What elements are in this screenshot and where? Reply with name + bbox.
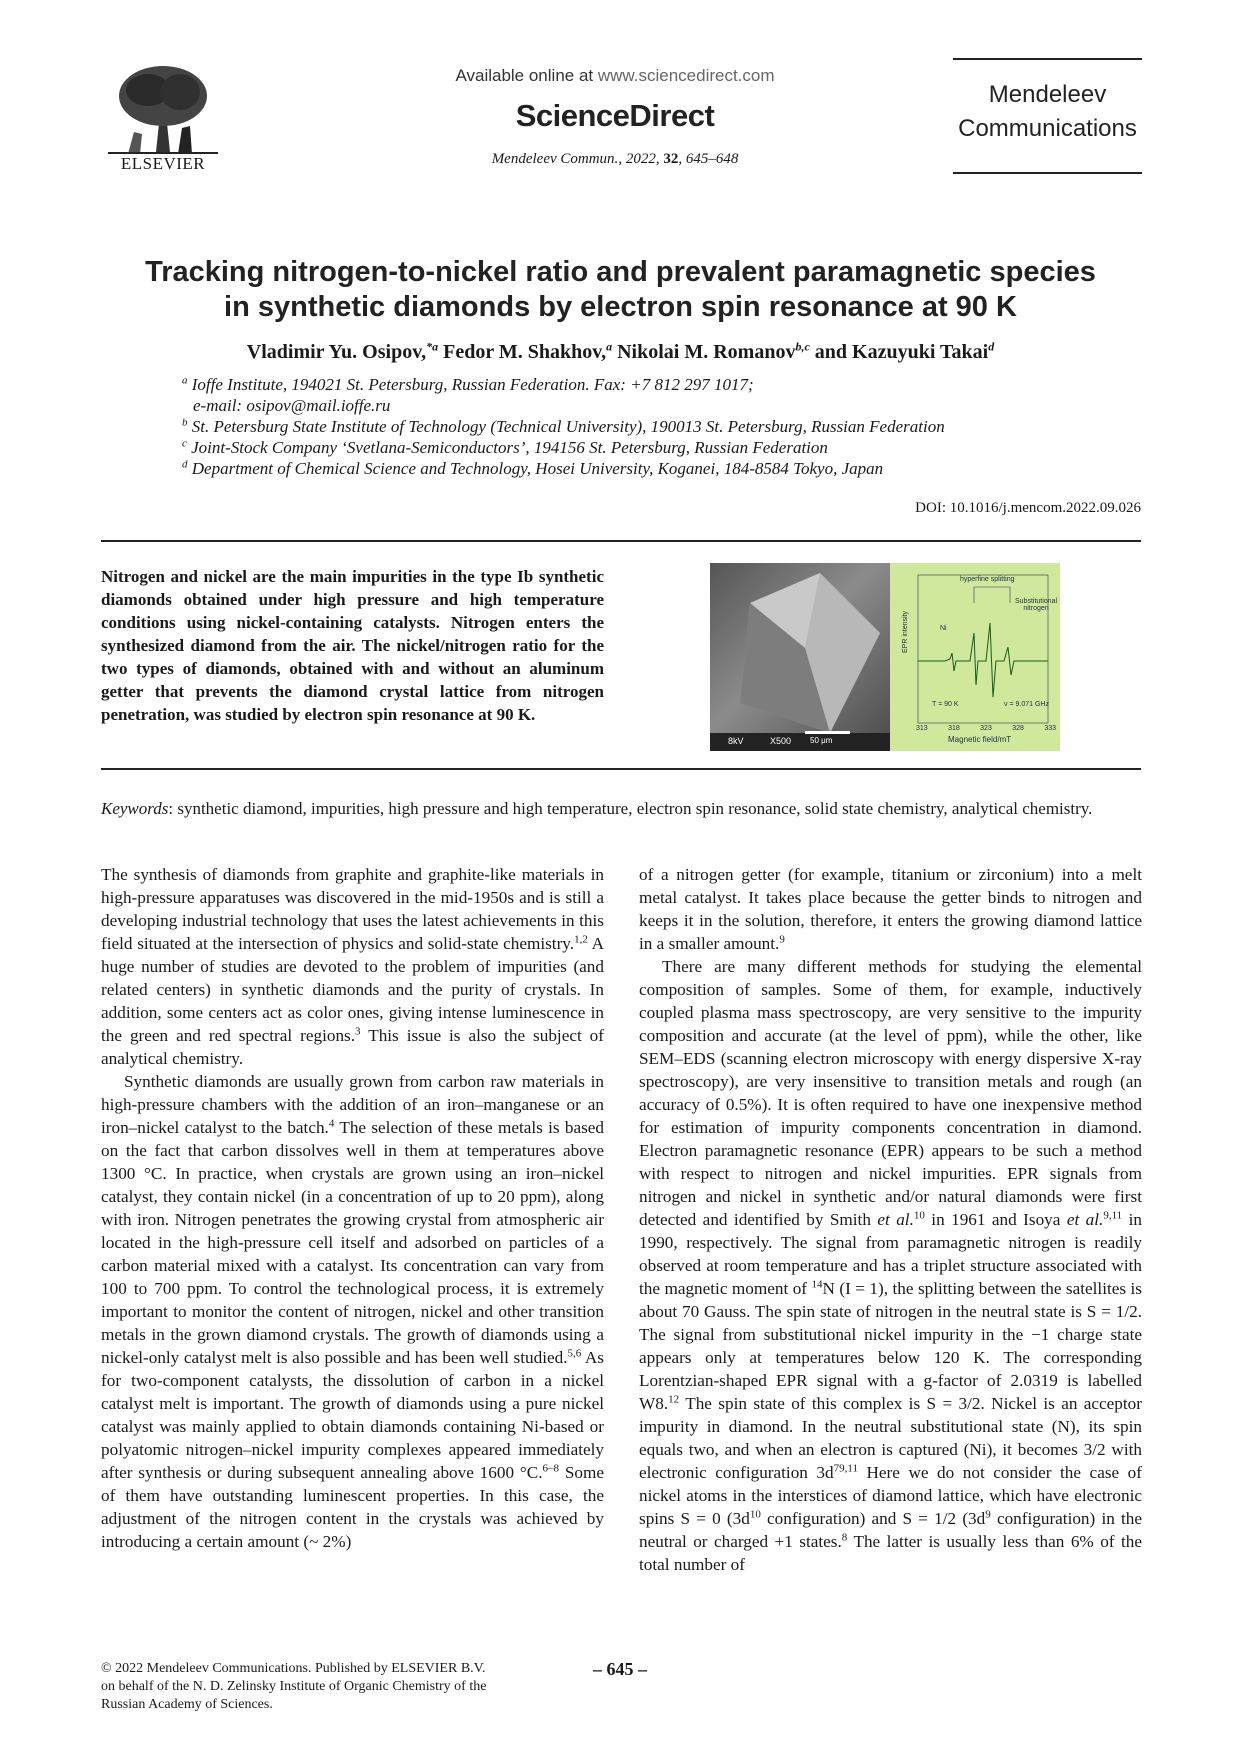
- reference-link[interactable]: 8: [841, 1531, 848, 1544]
- affiliation-mark: a: [182, 374, 188, 387]
- text: The selection of these metals is based on the fact that carbon dissolves well in them at temperatures above 1300 °C. In practice, when crystals are grown using an iron–nickel catalyst, they contain nickel (in a concentration of up to 20 ppm), along with iron. Nitrogen penetrates the growing crystal from atmospheric air located in the high-pressure cell itself and adsorbed on particles of a carbon material mixed with a catalyst. Its concentration can vary from 100 to 700 ppm. To control the technological process, it is extremely important to monitor the content of nitrogen, nickel and other transition metals in the grown diamond crystals. The growth of diamonds using a nickel-only catalyst melt is also possible and has been well studied.: [101, 1118, 605, 1367]
- author-list: [110, 341, 1131, 364]
- epr-spectrum: [890, 563, 1060, 751]
- keywords-list: : synthetic diamond, impurities, high pressure and high temperature, electron spin resonance, solid state chemistry, analytical chemistry.: [168, 799, 1093, 818]
- epr-x-label: Magnetic field/mT: [948, 735, 1012, 744]
- title-line2: in synthetic diamonds by electron spin resonance at 90 K: [224, 291, 1017, 323]
- epr-tick: 333: [1044, 725, 1056, 732]
- author-mark: a: [606, 339, 613, 354]
- text: This issue is also the subject of analytical chemistry.: [101, 1026, 604, 1068]
- superscript: 10: [749, 1508, 761, 1521]
- epr-tick: 313: [916, 725, 928, 732]
- title-line1: Tracking nitrogen-to-nickel ratio and prevalent paramagnetic species: [145, 256, 1096, 288]
- affiliation-text: Department of Chemical Science and Technology, Hosei University, Koganei, 184-8584 Tokyo, Japan: [191, 459, 884, 478]
- keywords-label: Keywords: [101, 799, 169, 818]
- reference-link[interactable]: 9,11: [839, 1462, 858, 1475]
- text: The spin state of this complex is S = 3/2. Nickel is an acceptor impurity in diamond. In the neutral substitutional state (N: [639, 1394, 1142, 1436]
- affiliation-c: [182, 437, 828, 458]
- journal-name-line2: Communications: [958, 115, 1137, 142]
- reference-link[interactable]: 1,2: [574, 933, 588, 946]
- author-name: Fedor M. Shakhov,: [443, 341, 607, 363]
- paragraph: [101, 1070, 604, 1553]
- reference-link[interactable]: 4: [328, 1117, 335, 1130]
- epr-x-ticks: [916, 725, 1056, 732]
- epr-subst-line1: Substitutional: [1015, 598, 1058, 605]
- epr-hyperfine-label: hyperfine splitting: [960, 576, 1015, 583]
- text: There are many different methods for studying the elemental composition of samples. Some of them, for example, inductively coupled plasma mass spectroscopy, are very sensitive to the impurity composition and accurate (at the level of ppm), while the other, like SEM–EDS (scanning electron microscopy with energy dispersive X-ray spectroscopy), are very insensitive to transition metals and rough (an accuracy of 0.5%). It is often required to have one inexpensive method for estimation of impurity components concentration in diamond. Electron paramagnetic resonance (EPR) appears to be such a method with respect to nitrogen and nickel impurities. EPR signals from nitrogen and nickel in synthetic and/or natural diamonds were first detected and identified by Smith: [639, 957, 1142, 1229]
- text: Synthetic diamonds are usually grown from carbon raw materials in high-pressure chambers with the addition of an iron–manganese or an iron–nickel catalyst to the batch.: [101, 1072, 604, 1137]
- reference-link[interactable]: 9: [779, 933, 785, 946]
- isotope-mass: 14: [811, 1278, 823, 1291]
- copyright-line: © 2022 Mendeleev Communications. Published by ELSEVIER B.V.: [101, 1661, 486, 1676]
- affiliation-text: Joint-Stock Company ‘Svetlana-Semiconductors’, 194156 St. Petersburg, Russian Federation: [191, 438, 828, 457]
- epr-subst-label: [1015, 598, 1057, 612]
- sem-scale-bar: [805, 731, 850, 734]
- body-column-right: [639, 863, 1142, 1576]
- text: of a nitrogen getter (for example, titanium or zirconium) into a melt metal catalyst. It takes place because the getter binds to nitrogen and keeps it in the solution, therefore, it enters the growing diamond lattice in a smaller amount.: [639, 865, 1142, 953]
- text: ), its spin equals two, and when an electron is captured (Ni: [639, 1417, 1142, 1459]
- copyright-notice: [101, 1660, 551, 1714]
- sem-scale-label: 50 μm: [810, 736, 833, 745]
- author-mark: *a: [426, 339, 439, 354]
- sem-micrograph: [710, 563, 890, 751]
- keywords: [101, 797, 1141, 820]
- text: et al.: [1066, 1210, 1104, 1229]
- text: A huge number of studies are devoted to the problem of impurities (and related centers) in synthetic diamonds and the purity of crystals. In addition, some centers act as color ones, giving intense luminescence in the green and red spectral regions.: [101, 934, 605, 1045]
- affiliation-text: Ioffe Institute, 194021 St. Petersburg, Russian Federation. Fax: +7 812 297 1017;: [191, 375, 754, 394]
- affiliation-b: [182, 416, 945, 437]
- body-column-left: [101, 863, 604, 1553]
- epr-y-label: EPR intensity: [902, 610, 909, 653]
- doi[interactable]: DOI: 10.1016/j.mencom.2022.09.026: [915, 500, 1141, 516]
- text: configuration) in the neutral or charged +1 states.: [639, 1509, 1142, 1551]
- citation-volume: 32: [663, 151, 679, 167]
- text: N (I = 1), the splitting between the satellites is about 70 Gauss. The spin state of nitrogen in the neutral state is S = 1/2. The signal from substitutional nickel impurity in the −1 charge state appears only at temperatures below 120 K. The corresponding Lorentzian-shaped EPR signal with a g-factor of 2.0319 is labelled W8.: [639, 1279, 1142, 1413]
- affiliation-mark: b: [182, 416, 188, 429]
- sem-magnification: X500: [770, 736, 792, 746]
- epr-frequency: ν = 9.071 GHz: [1004, 701, 1049, 708]
- divider: [101, 540, 1141, 542]
- citation-pages: , 645–648: [678, 151, 739, 167]
- affiliation-d: [182, 458, 883, 479]
- available-online-line: [390, 66, 840, 86]
- superscript: 7: [833, 1462, 840, 1475]
- reference-link[interactable]: 6–8: [542, 1462, 560, 1475]
- affiliation-mark: d: [182, 458, 188, 471]
- article-title: [110, 255, 1131, 325]
- affiliation-a: [182, 374, 754, 395]
- reference-link[interactable]: 3: [355, 1025, 361, 1038]
- journal-citation: [390, 151, 840, 168]
- text: in 1961 and Isoya: [924, 1210, 1067, 1229]
- paragraph: [101, 863, 604, 1070]
- reference-link[interactable]: 5,6: [567, 1347, 582, 1360]
- affiliation-email: [193, 395, 390, 416]
- text: et al.: [877, 1210, 914, 1229]
- author-name: Nikolai M. Romanov: [617, 341, 796, 363]
- paragraph: [639, 863, 1142, 955]
- journal-name: [953, 78, 1142, 146]
- journal-name-line1: Mendeleev: [988, 81, 1107, 108]
- text: As for two-component catalysts, the dissolution of carbon in a nickel catalyst melt is important. The growth of diamonds using a pure nickel catalyst was mainly applied to obtain diamonds containing Ni-based or polyatomic nitrogen–nickel impurity complexes appeared immediately after synthesis or during subsequent annealing above 1600 °C.: [101, 1348, 604, 1482]
- text: ), it becomes 3/2 with electronic configuration 3d: [639, 1440, 1142, 1482]
- sciencedirect-link[interactable]: www.sciencedirect.com: [597, 66, 775, 85]
- graphical-abstract: [710, 563, 1060, 751]
- text: in 1990, respectively. The signal from paramagnetic nitrogen is readily observed at room temperature and has a triplet structure associated with the magnetic moment of: [639, 1210, 1142, 1298]
- text: Here we do not consider the case of nickel atoms in the interstices of diamond lattice, which have electronic spins S = 0 (3d: [639, 1463, 1142, 1528]
- text: The latter is usually less than 6% of the total number of: [639, 1532, 1142, 1574]
- reference-link[interactable]: 12: [668, 1393, 680, 1406]
- page-number: – 645 –: [593, 1659, 647, 1679]
- abstract: Nitrogen and nickel are the main impurities in the type Ib synthetic diamonds obtained under high pressure and high temperature conditions using nickel-containing catalysts. Nitrogen enters the synthesized diamond from the air. The nickel/nitrogen ratio for the two types of diamonds, obtained with and without an aluminum getter that prevents the diamond crystal lattice from nitrogen penetration, was studied by electron spin resonance at 90 K.: [101, 567, 604, 724]
- elsevier-logo: [108, 62, 218, 174]
- affiliation-text: St. Petersburg State Institute of Technology (Technical University), 190013 St. Petersburg, Russian Federation: [191, 417, 945, 436]
- sem-voltage: 8kV: [728, 736, 744, 746]
- author-name: and Kazuyuki Takai: [814, 341, 989, 363]
- text: configuration) and S = 1/2 (3d: [760, 1509, 986, 1528]
- epr-subst-line2: nitrogen: [1023, 605, 1049, 612]
- epr-temperature: T = 90 K: [932, 701, 959, 708]
- citation-journal: Mendeleev Commun.: [491, 151, 619, 167]
- paragraph: [639, 955, 1142, 1576]
- text: Some of them have outstanding luminescent properties. In this case, the adjustment of the nitrogen content in the crystals was achieved by introducing a certain amount (~ 2%): [101, 1463, 605, 1551]
- copyright-line: on behalf of the N. D. Zelinsky Institute of Organic Chemistry of the: [101, 1679, 487, 1694]
- divider: [101, 768, 1141, 770]
- epr-tick: 323: [980, 725, 992, 732]
- reference-link[interactable]: 9,11: [1103, 1209, 1123, 1222]
- epr-tick: 328: [1012, 725, 1024, 732]
- available-online-prefix: Available online at: [455, 66, 598, 85]
- epr-ni-label: Ni: [940, 625, 947, 632]
- affiliation-text: e-mail: osipov@mail.ioffe.ru: [193, 396, 391, 415]
- superscript: 9: [985, 1508, 991, 1521]
- author-mark: d: [988, 339, 995, 354]
- author-mark: b,c: [795, 339, 810, 354]
- epr-tick: 318: [948, 725, 960, 732]
- text: The synthesis of diamonds from graphite and graphite-like materials in high-pressure apparatuses was discovered in the mid-1950s and is still a developing industrial technology that uses the latest achievements in this field situated at the intersection of physics and solid-state chemistry.: [101, 865, 604, 953]
- elsevier-wordmark: ELSEVIER: [120, 154, 206, 173]
- citation-year: , 2022,: [618, 151, 664, 167]
- sciencedirect-wordmark: ScienceDirect: [515, 98, 715, 133]
- copyright-line: Russian Academy of Sciences.: [101, 1697, 273, 1712]
- affiliation-mark: c: [182, 437, 187, 450]
- reference-link[interactable]: 10: [913, 1209, 925, 1222]
- author-name: Vladimir Yu. Osipov,: [246, 341, 427, 363]
